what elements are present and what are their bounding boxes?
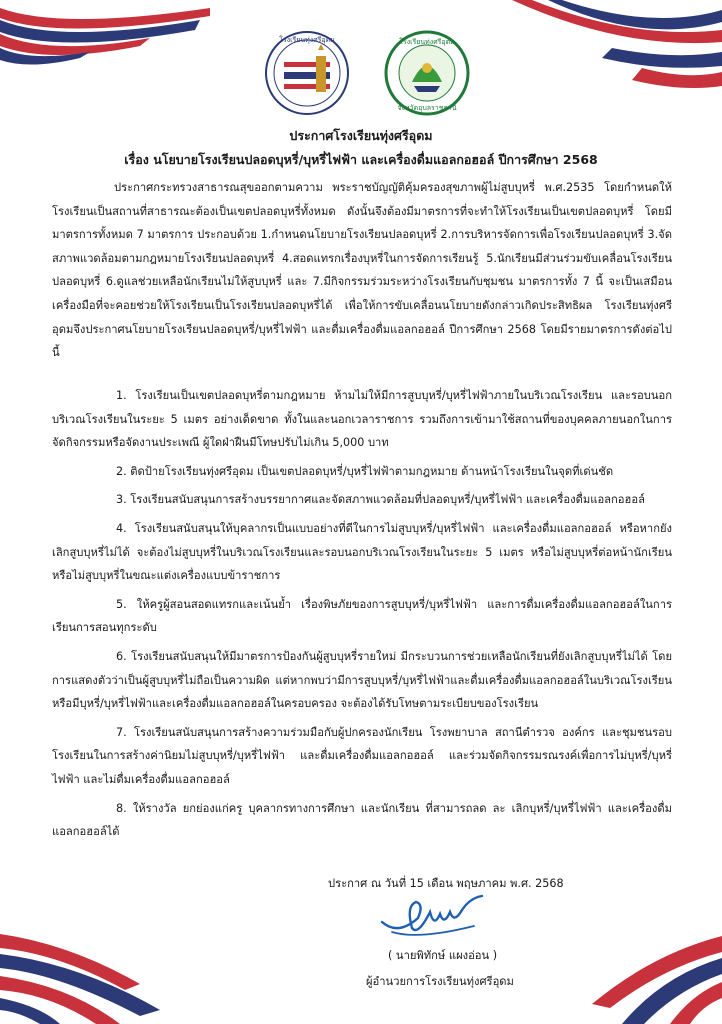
announcement-title: ประกาศโรงเรียนทุ่งศรีอุดม: [289, 128, 433, 143]
school-emblem-logo: [384, 30, 470, 116]
policy-item: 5. ให้ครูผู้สอนสอดแทรกและเน้นย้ำ เรื่องพิษภัยของการสูบบุหรี่/บุหรี่ไฟฟ้า และการดื่มเครื่องดื่มแอลกอฮอล์ในการเรียนการสอนทุกระดับ: [52, 597, 672, 635]
policy-item: 4. โรงเรียนสนับสนุนให้บุคลากรเป็นแบบอย่างที่ดีในการไม่สูบบุหรี่/บุหรี่ไฟฟ้า และเครื่องดื่มแอลกอฮอล์ หรือหากยังเลิกสูบบุหรี่ไม่ได้ จะต้องไม่สูบบุหรี่ในบริเวณโรงเรียนและรอบนอกบริเวณโรงเรียนในระยะ 5 เมตร หรือไม่สูบบุหรี่ต่อหน้านักเรียน หรือไม่สูบบุหรี่ในขณะแต่งเครื่องแบบข้าราชการ: [52, 521, 672, 583]
policy-item: 3. โรงเรียนสนับสนุนการสร้างบรรยากาศและจัดสภาพแวดล้อมที่ปลอดบุหรี่/บุหรี่ไฟฟ้า และเครื่องดื่มแอลกอฮอล์: [116, 493, 645, 507]
ministry-seal-logo: [264, 30, 350, 116]
signer-name: ( นายพิทักษ์ แผงอ่อน ): [388, 949, 498, 962]
ministry-seal-caption: โรงเรียนทุ่งศรีอุดม: [279, 36, 335, 44]
school-emblem-bottom-text: จังหวัดอุบลราชธานี: [397, 104, 457, 112]
policy-list: [52, 384, 672, 849]
policy-item: 6. โรงเรียนสนับสนุนให้มีมาตรการป้องกันผู้สูบบุหรี่รายใหม่ มีกระบวนการช่วยเหลือนักเรียนที่ยังเลิกสูบบุหรี่ไม่ได้ โดยการแสดงตัวว่าเป็นผู้สูบบุหรี่ไม่ถือเป็นความผิด แต่หากพบว่ามีการสูบบุหรี่/บุหรี่ไฟฟ้าและดื่มเครื่องดื่มแอลกอฮอล์ในบริเวณโรงเรียน หรือมีบุหรี่/บุหรี่ไฟฟ้าและเครื่องดื่มแอลกอฮอล์ในครอบครอง จะต้องได้รับโทษตามระเบียบของโรงเรียน: [52, 649, 672, 711]
director-signature: [378, 892, 488, 942]
announcement-date: ประกาศ ณ วันที่ 15 เดือน พฤษภาคม พ.ศ. 2568: [328, 877, 564, 890]
announcement-subject: เรื่อง นโยบายโรงเรียนปลอดบุหรี่/บุหรี่ไฟฟ้า และเครื่องดื่มแอลกอฮอล์ ปีการศึกษา 2568: [124, 152, 598, 167]
policy-item: 2. ติดป้ายโรงเรียนทุ่งศรีอุดม เป็นเขตปลอดบุหรี่/บุหรี่ไฟฟ้าตามกฎหมาย ด้านหน้าโรงเรียนในจุดที่เด่นชัด: [116, 464, 614, 478]
intro-paragraph: ประกาศกระทรวงสาธารณสุขออกตามความ พระราชบัญญัติคุ้มครองสุขภาพผู้ไม่สูบบุหรี่ พ.ศ.2535 โดยกำหนดให้โรงเรียนเป็นสถานที่สาธารณะต้องเป็นเขตปลอดบุหรี่ทั้งหมด ดังนั้นจึงต้องมีมาตรการที่จะทำให้โรงเรียนเป็นเขตปลอดบุหรี่ โดยมีมาตรการทั้งหมด 7 มาตรการ ประกอบด้วย 1.กำหนดนโยบายโรงเรียนปลอดบุหรี่ 2.การบริหารจัดการเพื่อโรงเรียนปลอดบุหรี่ 3.จัดสภาพแวดล้อมตามกฎหมายโรงเรียนปลอดบุหรี่ 4.สอดแทรกเรื่องบุหรี่ในการจัดการเรียนรู้ 5.นักเรียนมีส่วนร่วมขับเคลื่อนโรงเรียนปลอดบุหรี่ 6.ดูแลช่วยเหลือนักเรียนไม่ให้สูบบุหรี่ และ 7.มีกิจกรรมร่วมระหว่างโรงเรียนกับชุมชน มาตรการทั้ง 7 นี้ จะเป็นเสมือนเครื่องมือที่จะคอยช่วยให้โรงเรียนเป็นโรงเรียนปลอดบุหรี่ได้ เพื่อให้การขับเคลื่อนนโยบายดังกล่าวเกิดประสิทธิผล โรงเรียนทุ่งศรีอุดมจึงประกาศนโยบายโรงเรียนปลอดบุหรี่/บุหรี่ไฟฟ้า และดื่มเครื่องดื่มแอลกอฮอล์ ปีการศึกษา 2568 โดยมีรายมาตรการดังต่อไปนี้: [52, 181, 672, 360]
policy-item: 1. โรงเรียนเป็นเขตปลอดบุหรี่ตามกฎหมาย ห้ามไม่ให้มีการสูบบุหรี่/บุหรี่ไฟฟ้าภายในบริเวณโรงเรียน และรอบนอกบริเวณโรงเรียนในระยะ 5 เมตร อย่างเด็ดขาด ทั้งในและนอกเวลาราชการ รวมถึงการเข้ามาใช้สถานที่ของบุคคลภายนอกในการจัดกิจกรรมหรือจัดงานประเพณี ผู้ใดฝ่าฝืนมีโทษปรับไม่เกิน 5,000 บาท: [52, 389, 672, 450]
flag-ribbon-bottom-left: [0, 924, 230, 1024]
school-emblem-top-text: โรงเรียนทุ่งศรีอุดม: [399, 38, 455, 46]
signer-position: ผู้อำนวยการโรงเรียนทุ่งศรีอุดม: [366, 975, 514, 988]
policy-item: 7. โรงเรียนสนับสนุนการสร้างความร่วมมือกับผู้ปกครองนักเรียน โรงพยาบาล สถานีตำรวจ องค์กร และชุมชนรอบโรงเรียนในการสร้างค่านิยมไม่สูบบุหรี่/บุหรี่ไฟฟ้า และดื่มเครื่องดื่มแอลกอฮอล์ และร่วมจัดกิจกรรมรณรงค์เพื่อการไม่บุหรี่/บุหรี่ไฟฟ้า และไม่ดื่มเครื่องดื่มแอลกอฮอล์: [52, 725, 672, 786]
logo-row: [0, 30, 722, 120]
flag-ribbon-bottom-right: [502, 924, 722, 1024]
policy-item: 8. ให้รางวัล ยกย่องแก่ครู บุคลากรทางการศึกษา และนักเรียน ที่สามารถลด ละ เลิกบุหรี่/บุหรี่ไฟฟ้า และเครื่องดื่มแอลกอฮอล์ได้: [52, 801, 672, 839]
